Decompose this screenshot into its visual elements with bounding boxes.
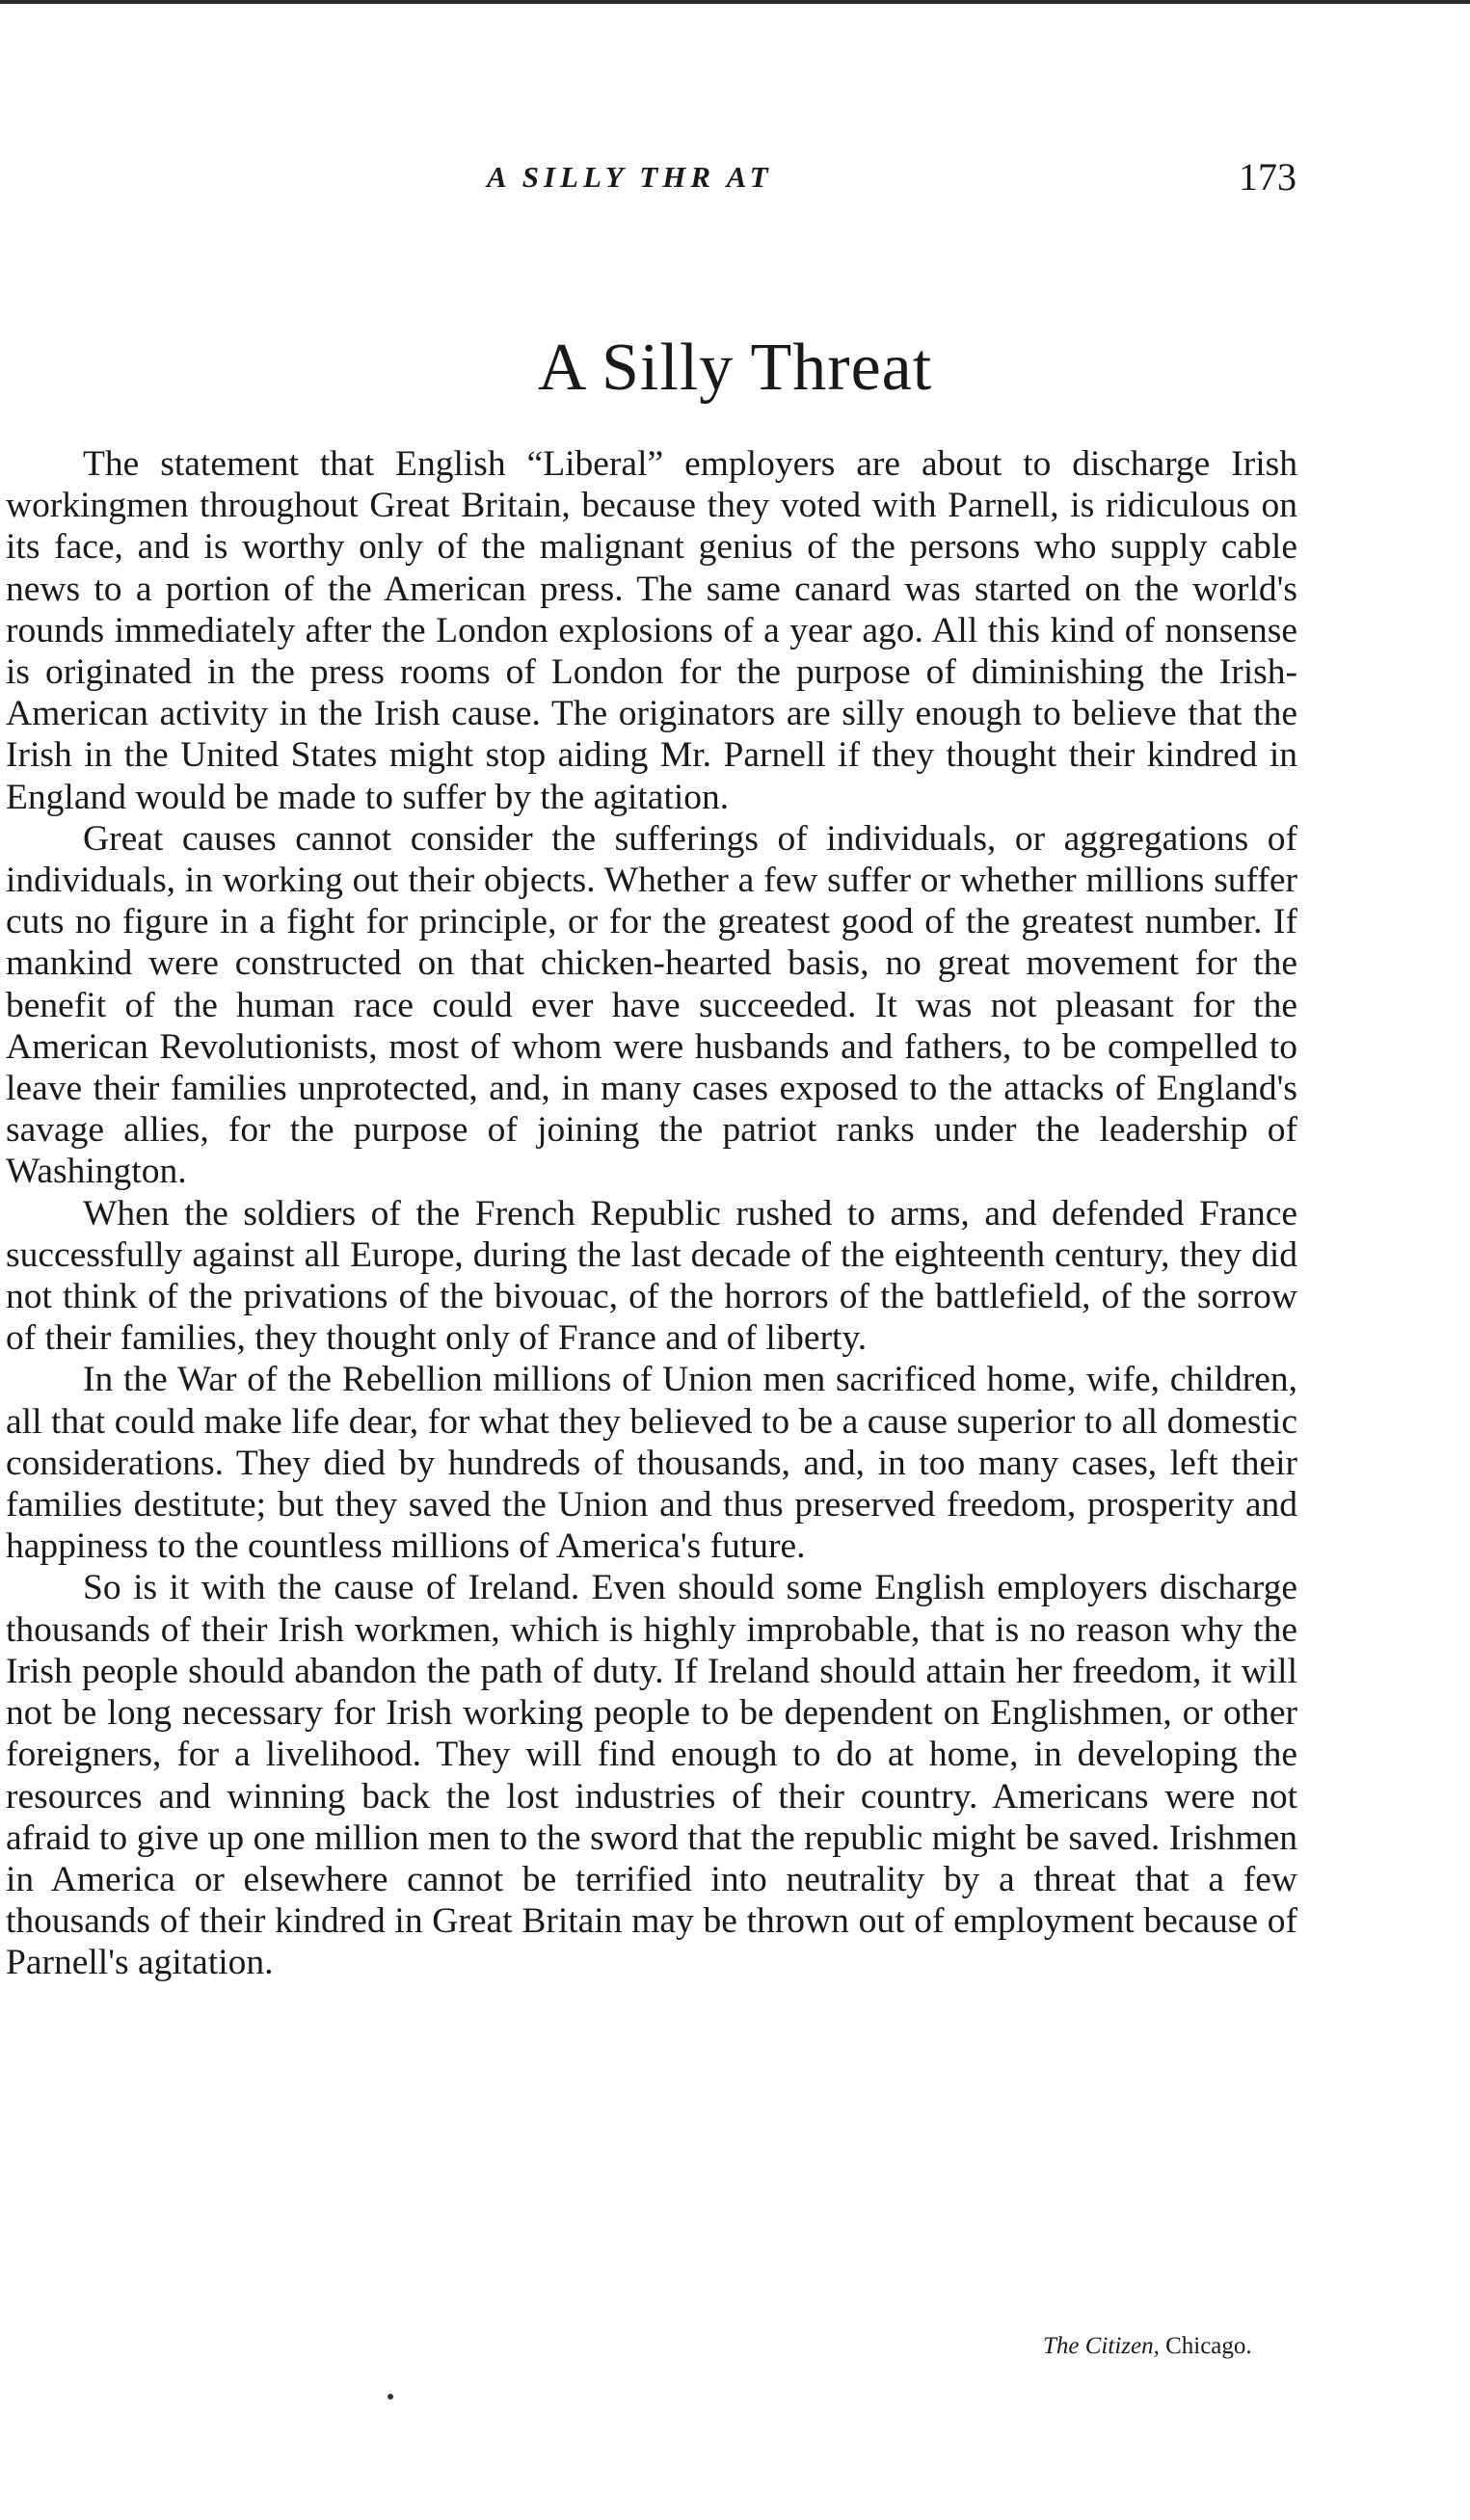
paragraph: Great causes cannot consider the sufferings of individuals, or aggregations of individuals, in working out their objects. Whether a few suffer or whether millions suffer cuts no figure in a fight for principle, or for the greatest good of the greatest number. If mankind were constructed on that chicken-hearted basis, no great movement for the benefit of the human race could ever have succeeded. It was not pleasant for the American Revolutionists, most of whom were husbands and fathers, to be compelled to leave their families unprotected, and, in many cases exposed to the attacks of England's savage allies, for the purpose of joining the patriot ranks under the leadership of Washington. — [6, 818, 1297, 1192]
paragraph: So is it with the cause of Ireland. Even should some English employers discharge thousands of their Irish workmen, which is highly improbable, that is no reason why the Irish people should abandon the path of duty. If Ireland should attain her freedom, it will not be long necessary for Irish working people to be dependent on Englishmen, or other foreigners, for a livelihood. They will find enough to do at home, in developing the resources and winning back the lost industries of their country. Americans were not afraid to give up one million men to the sword that the republic might be saved. Irishmen in America or elsewhere cannot be terrified into neutrality by a threat that a few thousands of their kindred in Great Britain may be thrown out of employment because of Parnell's agitation. — [6, 1568, 1297, 1983]
source-city: Chicago. — [1159, 2333, 1252, 2359]
top-rule — [0, 0, 1470, 4]
article-title: A Silly Threat — [537, 331, 933, 405]
paragraph: In the War of the Rebellion millions of Union men sacrificed home, wife, children, all that could make life dear, for what they believed to be a cause superior to all domestic considerations. They died by hundreds of thousands, and, in too many cases, left their families destitute; but they saved the Union and thus preserved freedom, prosperity and happiness to the countless millions of America's future. — [6, 1360, 1297, 1567]
print-speck — [388, 2394, 393, 2400]
running-title: A SILLY THR AT — [487, 160, 773, 194]
source-attribution — [1043, 2330, 1252, 2363]
paragraph: The statement that English “Liberal” employers are about to discharge Irish workingmen throughout Great Britain, because they voted with Parnell, is ridiculous on its face, and is worthy only of the malignant genius of the persons who supply cable news to a portion of the American press. The same canard was started on the world's rounds immediately after the London explosions of a year ago. All this kind of nonsense is originated in the press rooms of London for the purpose of diminishing the Irish-American activity in the Irish cause. The originators are silly enough to believe that the Irish in the United States might stop aiding Mr. Parnell if they thought their kindred in England would be made to suffer by the agitation. — [6, 444, 1297, 817]
page-number: 173 — [1239, 155, 1296, 199]
article-body — [6, 443, 1297, 1984]
paragraph: When the soldiers of the French Republic rushed to arms, and defended France successfully against all Europe, during the last decade of the eighteenth century, they did not think of the privations of the bivouac, of the horrors of the battlefield, of the sorrow of their families, they thought only of France and of liberty. — [6, 1193, 1297, 1359]
running-head — [0, 156, 1470, 204]
source-publication: The Citizen, — [1043, 2333, 1160, 2359]
